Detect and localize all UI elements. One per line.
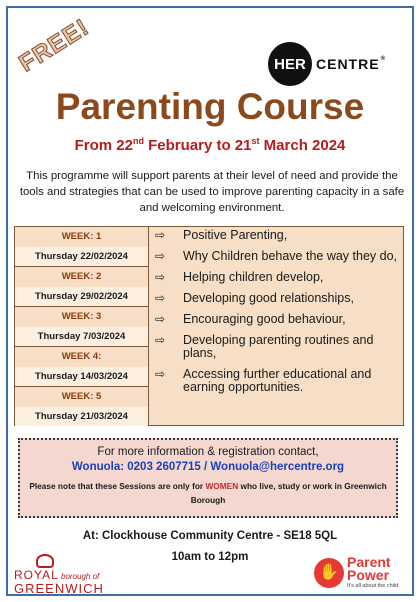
greenwich-word: GREENWICH [14, 581, 104, 596]
week-label: WEEK: 3 [61, 311, 102, 322]
topic-text: Encouraging good behaviour, [183, 312, 346, 326]
note-text-a: Please note that these Sessions are only for [29, 481, 206, 491]
dates-from: From 22 [74, 137, 133, 154]
week-label: WEEK: 5 [61, 391, 102, 402]
arrow-icon: ⇨ [155, 228, 166, 242]
week-label: WEEK: 1 [61, 231, 102, 242]
week-row [15, 307, 148, 347]
royal-borough-line [14, 568, 99, 582]
her-logo-text: HER [274, 55, 306, 73]
contact-details-link[interactable]: Wonuola: 0203 2607715 / Wonuola@hercentre.org [71, 461, 345, 473]
topic-text: Developing good relationships, [183, 291, 354, 305]
arrow-icon: ⇨ [155, 333, 166, 347]
topic-item [149, 292, 403, 305]
arrow-icon: ⇨ [155, 270, 166, 284]
eligibility-note [20, 479, 396, 507]
topic-text: Accessing further educational and earning opportunities. [183, 367, 372, 394]
venue-address: At: Clockhouse Community Centre - SE18 5QL [82, 530, 338, 542]
week-date: Thursday 7/03/2024 [15, 327, 148, 346]
topic-item [149, 229, 403, 242]
venue-time: 10am to 12pm [171, 551, 249, 563]
topic-text: Helping children develop, [183, 270, 324, 284]
registered-mark: ® [380, 56, 386, 62]
parent-power-wordmark [347, 556, 391, 582]
topic-item [149, 250, 403, 263]
contact-intro: For more information & registration contact, [97, 446, 319, 458]
topics-column [149, 227, 403, 425]
topic-item [149, 334, 403, 360]
parent-power-tagline: It's all about the child [347, 583, 399, 589]
arrow-icon: ⇨ [155, 312, 166, 326]
week-date: Thursday 14/03/2024 [15, 367, 148, 386]
dates-from-sup: nd [132, 136, 144, 146]
royal-word: ROYAL [14, 568, 59, 582]
intro-text: This programme will support parents at their level of need and provide the tools and strategies that can be used to improve parenting capacity in a safe and welcoming environment. [19, 170, 405, 214]
her-logo-circle [268, 42, 312, 86]
free-stamp: FREE! [14, 13, 95, 78]
week-row [15, 387, 148, 427]
topic-item [149, 271, 403, 284]
topic-text: Why Children behave the way they do, [183, 249, 398, 263]
weeks-column [15, 227, 149, 425]
topic-text: Positive Parenting, [183, 228, 288, 242]
centre-logo-text [316, 56, 386, 72]
schedule-table [14, 226, 404, 426]
dates-to-sup: st [251, 136, 260, 146]
note-women: WOMEN [205, 481, 239, 491]
arrow-icon: ⇨ [155, 249, 166, 263]
arrow-icon: ⇨ [155, 367, 166, 381]
dates-end: March 2024 [259, 137, 346, 154]
week-label: WEEK: 2 [61, 271, 102, 282]
parent-word: Parent [347, 554, 391, 570]
week-date: Thursday 21/03/2024 [15, 407, 148, 426]
week-label: WEEK 4: [61, 351, 102, 362]
topic-item [149, 313, 403, 326]
her-centre-logo [268, 42, 386, 86]
arrow-icon: ⇨ [155, 291, 166, 305]
week-row [15, 227, 148, 267]
note-text-b: who live, study or work in Greenwich Borough [190, 481, 387, 505]
centre-word: CENTRE [316, 56, 380, 72]
flyer [6, 6, 414, 596]
hand-icon: ✋ [314, 558, 344, 588]
topic-item [149, 368, 403, 394]
borough-of-text: borough of [58, 572, 100, 581]
contact-box [18, 438, 398, 518]
week-date: Thursday 29/02/2024 [15, 287, 148, 306]
page-title: Parenting Course [55, 86, 365, 127]
crest-icon [36, 554, 54, 568]
course-dates [8, 136, 412, 154]
topic-text: Developing parenting routines and plans, [183, 333, 374, 360]
dates-middle: February to 21 [143, 137, 252, 154]
week-row [15, 347, 148, 387]
week-row [15, 267, 148, 307]
power-word: Power [347, 567, 390, 583]
week-date: Thursday 22/02/2024 [15, 247, 148, 266]
